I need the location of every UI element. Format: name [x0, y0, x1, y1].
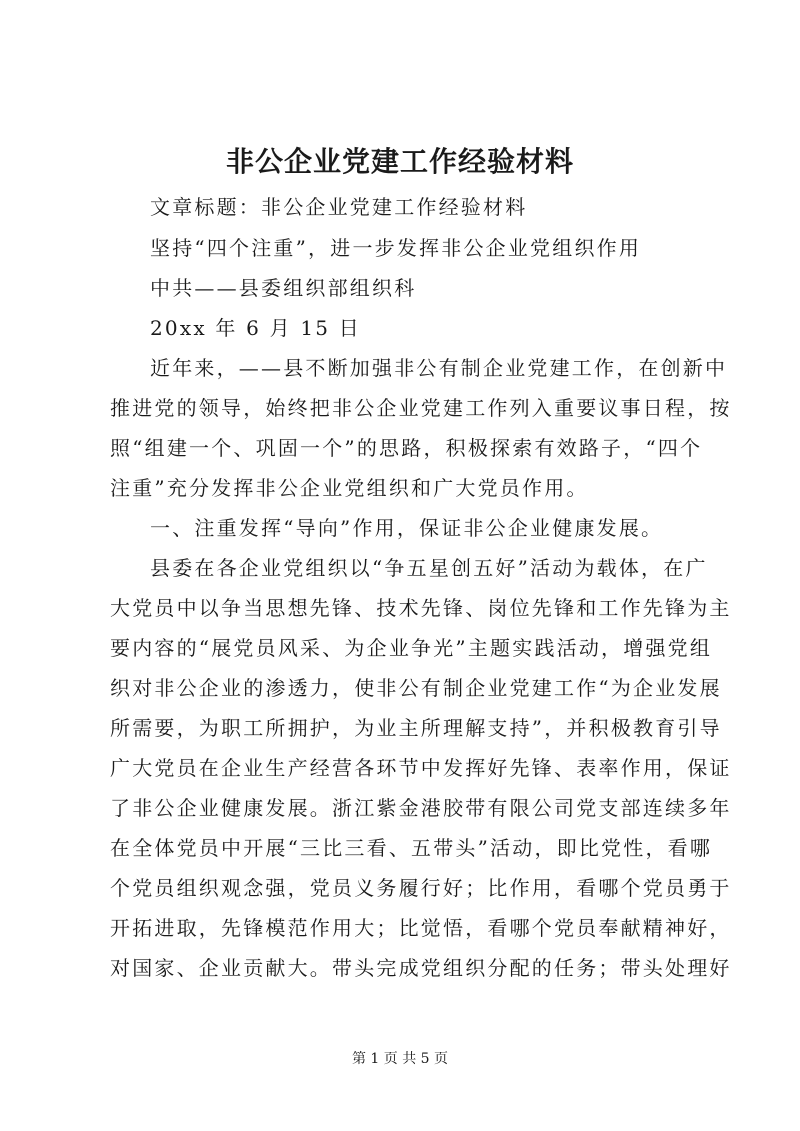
date-line: 20xx 年 6 月 15 日 — [150, 316, 361, 340]
page-number: 第 1 页 共 5 页 — [351, 1051, 449, 1067]
paragraph-line: 推进党的领导，始终把非公企业党建工作列入重要议事日程，按 — [110, 396, 732, 420]
paragraph-line: 县委在各企业党组织以“争五星创五好”活动为载体，在广 — [150, 556, 708, 580]
article-title-line: 文章标题：非公企业党建工作经验材料 — [150, 195, 528, 219]
paragraph-line: 个党员组织观念强，党员义务履行好；比作用，看哪个党员勇于 — [110, 876, 732, 900]
document-title: 非公企业党建工作经验材料 — [225, 145, 574, 178]
paragraph-line: 大党员中以争当思想先锋、技术先锋、岗位先锋和工作先锋为主 — [110, 596, 732, 620]
section-heading: 一、注重发挥“导向”作用，保证非公企业健康发展。 — [150, 516, 664, 540]
subtitle-line: 坚持“四个注重”，进一步发挥非公企业党组织作用 — [150, 236, 642, 260]
paragraph-line: 在全体党员中开展“三比三看、五带头”活动，即比党性，看哪 — [110, 836, 713, 860]
paragraph-line: 注重”充分发挥非公企业党组织和广大党员作用。 — [110, 476, 589, 500]
paragraph-line: 了非公企业健康发展。浙江紫金港胶带有限公司党支部连续多年 — [110, 796, 732, 820]
paragraph-line: 要内容的“展党员风采、为企业争光”主题实践活动，增强党组 — [110, 636, 713, 660]
author-line: 中共——县委组织部组织科 — [150, 276, 417, 300]
paragraph-line: 近年来，——县不断加强非公有制企业党建工作，在创新中 — [150, 356, 728, 380]
paragraph-line: 开拓进取，先锋模范作用大；比觉悟，看哪个党员奉献精神好， — [110, 916, 732, 940]
paragraph-line: 照“组建一个、巩固一个”的思路，积极探索有效路子，“四个 — [110, 436, 703, 460]
paragraph-line: 广大党员在企业生产经营各环节中发挥好先锋、表率作用，保证 — [110, 756, 732, 780]
paragraph-line: 对国家、企业贡献大。带头完成党组织分配的任务；带头处理好 — [110, 956, 732, 980]
paragraph-line: 织对非公企业的渗透力，使非公有制企业党建工作“为企业发展 — [110, 676, 722, 700]
paragraph-line: 所需要，为职工所拥护，为业主所理解支持”，并积极教育引导 — [110, 716, 722, 740]
